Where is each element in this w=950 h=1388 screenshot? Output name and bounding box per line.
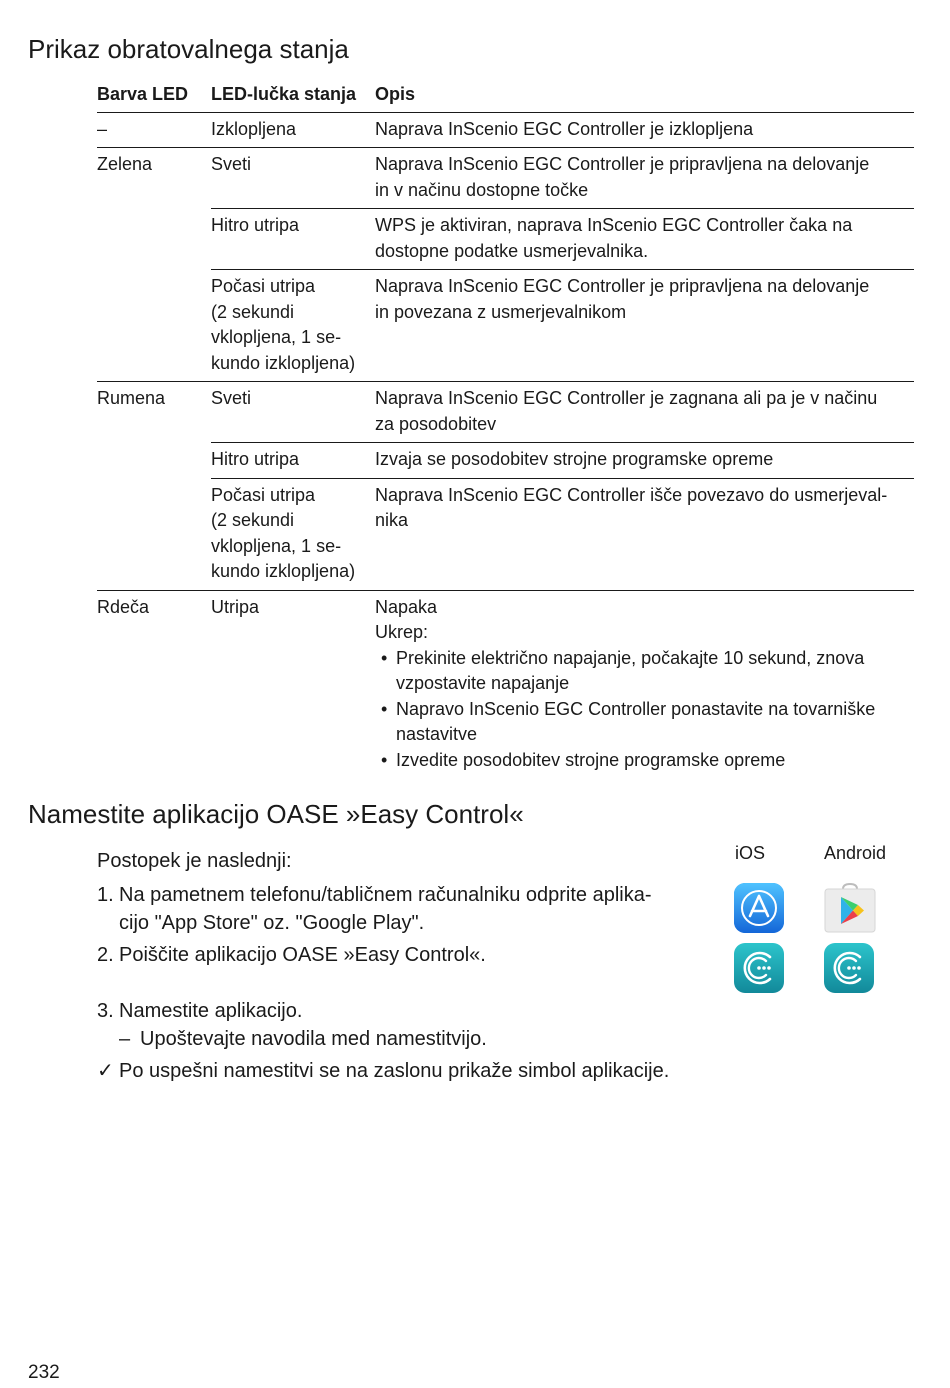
step-2 (97, 941, 717, 969)
table-row (97, 478, 914, 590)
cell-description: Naprava InScenio EGC Controller išče povezavo do usmerjeval- nika (375, 478, 914, 590)
substep (97, 1025, 717, 1053)
install-steps (97, 847, 717, 1085)
step-1 (97, 881, 717, 937)
substep-dash: – (119, 1028, 131, 1050)
step-number: 3. (97, 1000, 114, 1022)
list-item: • Izvedite posodobitev strojne programske opreme (381, 748, 914, 774)
cell-state: Izklopljena (211, 118, 297, 139)
page-number: 232 (28, 1362, 60, 1383)
cell-description: Naprava InScenio EGC Controller je pripravljena na delovanje in v načinu dostopne točke (375, 148, 914, 209)
cell-state: Počasi utripa (2 sekundi vklopljena, 1 se- kundo izklopljena) (211, 478, 375, 590)
table-row (97, 382, 914, 443)
cell-color: Rdeča (97, 590, 211, 778)
easy-control-app-icon[interactable] (734, 943, 784, 993)
list-item: • Napravo InScenio EGC Controller ponastavite na tovarniške nastavitve (381, 697, 914, 748)
cell-color: Rumena (97, 382, 211, 443)
cell-description: Naprava InScenio EGC Controller je pripravljena na delovanje in povezana z usmerjevalnikom (375, 270, 914, 382)
cell-description: Naprava InScenio EGC Controller je izklopljena (375, 118, 754, 139)
step-text: Poiščite aplikacijo OASE »Easy Control«. (119, 944, 486, 966)
section-title-operating-status: Prikaz obratovalnega stanja (28, 34, 349, 64)
substep-text: Upoštevajte navodila med namestitvijo. (140, 1028, 487, 1050)
result-text: Po uspešni namestitvi se na zaslonu prikaže simbol aplikacije. (119, 1060, 670, 1082)
table-header-row (97, 80, 914, 112)
table-row (97, 148, 914, 209)
cell-state: Sveti (211, 382, 375, 443)
header-led-color: Barva LED (97, 80, 211, 112)
step-text: Na pametnem telefonu/tabličnem računalniku odprite aplika- cijo "App Store" oz. "Google Play". (119, 884, 652, 934)
cell-description: WPS je aktiviran, naprava InScenio EGC Controller čaka na dostopne podatke usmerjevalnika. (375, 209, 914, 270)
action-list (375, 646, 914, 774)
intro-text: Postopek je naslednji: (97, 850, 292, 872)
cell-color (97, 270, 211, 382)
easy-control-app-icon[interactable] (824, 943, 874, 993)
table-row (97, 443, 914, 479)
cell-description: Izvaja se posodobitev strojne programske opreme (375, 443, 914, 479)
cell-state: Hitro utripa (211, 209, 375, 270)
ios-label: iOS (735, 843, 766, 863)
checkmark-icon: ✓ (97, 1060, 114, 1082)
step-number: 1. (97, 884, 114, 906)
step-number: 2. (97, 944, 114, 966)
led-status-table (97, 80, 914, 778)
step-3 (97, 997, 717, 1025)
error-label: Napaka (375, 596, 438, 617)
app-store-icon[interactable] (734, 883, 784, 933)
cell-color (97, 478, 211, 590)
list-item: • Prekinite električno napajanje, počakajte 10 sekund, znova vzpostavite napajanje (381, 646, 914, 697)
header-description: Opis (375, 80, 914, 112)
cell-state: Utripa (211, 590, 375, 778)
header-led-state: LED-lučka stanja (211, 80, 375, 112)
table-row (97, 112, 914, 148)
cell-description: Naprava InScenio EGC Controller je zagnana ali pa je v načinu za posodobitev (375, 382, 914, 443)
google-play-icon[interactable] (824, 883, 874, 933)
section-title-install-app: Namestite aplikacijo OASE »Easy Control« (28, 799, 524, 829)
cell-description (375, 590, 914, 778)
android-label: Android (824, 843, 887, 863)
cell-color (97, 443, 211, 479)
cell-state: Sveti (211, 148, 375, 209)
table-row (97, 270, 914, 382)
table-row (97, 209, 914, 270)
action-label: Ukrep: (375, 622, 429, 642)
cell-color (97, 209, 211, 270)
table-row (97, 590, 914, 778)
cell-state: Počasi utripa (2 sekundi vklopljena, 1 se- kundo izklopljena) (211, 270, 375, 382)
step-text: Namestite aplikacijo. (119, 1000, 303, 1022)
cell-color: – (97, 118, 108, 139)
result (97, 1057, 717, 1085)
cell-color: Zelena (97, 148, 211, 209)
cell-state: Hitro utripa (211, 443, 375, 479)
